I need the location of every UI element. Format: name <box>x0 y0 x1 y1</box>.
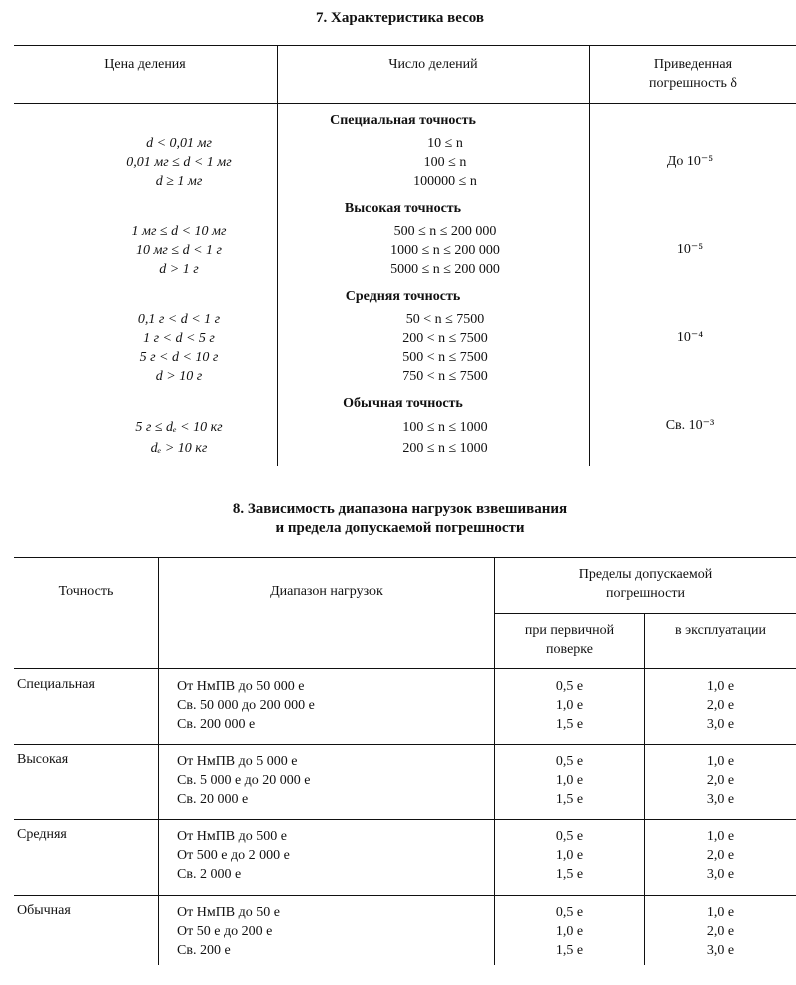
table8-range-cell <box>177 677 315 734</box>
table7-delta: 10⁻⁴ <box>676 330 704 345</box>
table8-subheader-primary-line1: при первичной <box>524 623 615 638</box>
table7-group-name: Средняя точность <box>345 289 461 304</box>
table8-title-line2: и предела допускаемой погрешности <box>275 520 525 536</box>
table8-range-line: Св. 200 e <box>177 943 231 958</box>
table7-header-error-line2: погрешность δ <box>649 76 737 91</box>
table8-header-rule <box>14 668 796 669</box>
table7-n-cell: 500 ≤ n ≤ 200 000 <box>393 224 497 239</box>
table7-group-n <box>345 134 545 191</box>
table8-primary-value: 1,0 e <box>555 698 584 713</box>
table8-primary-cell <box>495 903 644 960</box>
table8-range-cell <box>177 752 311 809</box>
table8-header-limits-line2: погрешности <box>606 586 685 601</box>
table8-operation-value: 3,0 e <box>706 943 735 958</box>
table7-d-cell: 0,1 г < d < 1 г <box>137 312 221 327</box>
table7-n-cell: 100 ≤ n <box>423 155 467 170</box>
table8-header-accuracy: Точность <box>58 584 114 599</box>
table8-operation-value: 1,0 e <box>706 905 735 920</box>
table8-primary-cell <box>495 677 644 734</box>
table8-primary-value: 1,5 e <box>555 867 584 882</box>
table7-delta: До 10⁻⁵ <box>666 154 714 169</box>
table8-primary-value: 1,0 e <box>555 773 584 788</box>
table7-n-cell: 5000 ≤ n ≤ 200 000 <box>390 262 500 277</box>
table7-d-cell: 1 мг ≤ d < 10 мг <box>131 224 227 239</box>
table8-operation-value: 2,0 e <box>706 773 735 788</box>
table8-accuracy-cell: Средняя <box>17 827 67 842</box>
table8-operation-value: 3,0 e <box>706 792 735 807</box>
table8-primary-cell <box>495 752 644 809</box>
table8-title-line1: 8. Зависимость диапазона нагрузок взвешивания <box>232 501 568 517</box>
table8-operation-value: 3,0 e <box>706 717 735 732</box>
table8-range-line: От НмПВ до 500 e <box>177 829 287 844</box>
table8-range-line: От НмПВ до 50 e <box>177 905 280 920</box>
table7-header-error-line1: Приведенная <box>653 57 733 72</box>
table7-n-cell: 50 < n ≤ 7500 <box>405 312 485 327</box>
table7-d-cell: d < 0,01 мг <box>146 136 212 151</box>
table8-primary-value: 1,0 e <box>555 924 584 939</box>
table7-group-n <box>345 222 545 279</box>
table8-operation-value: 1,0 e <box>706 754 735 769</box>
table8-range-line: От 500 e до 2 000 e <box>177 848 290 863</box>
table8-primary-value: 0,5 e <box>555 829 584 844</box>
table7-d-cell: 10 мг ≤ d < 1 г <box>136 243 222 258</box>
table8-operation-value: 3,0 e <box>706 867 735 882</box>
table7-header-count: Число делений <box>388 57 478 72</box>
table8-operation-cell <box>645 752 796 809</box>
table7-group-n <box>345 310 545 386</box>
table7-n-cell: 500 < n ≤ 7500 <box>402 350 488 365</box>
table8-subheader-primary-line2: поверке <box>546 642 593 657</box>
table7-delta: 10⁻⁵ <box>676 242 704 257</box>
table8-operation-value: 1,0 e <box>706 679 735 694</box>
table8-accuracy-cell: Специальная <box>17 677 95 692</box>
table7-d-cell: 0,01 мг ≤ d < 1 мг <box>126 155 232 170</box>
table8-primary-value: 1,5 e <box>555 943 584 958</box>
table7-header-price: Цена деления <box>104 57 186 72</box>
table8-range-line: От НмПВ до 5 000 e <box>177 754 298 769</box>
table7-group-name: Высокая точность <box>344 201 462 216</box>
table8-primary-value: 1,0 e <box>555 848 584 863</box>
table8-group-rule <box>14 895 796 896</box>
table7-n-cell: 100000 ≤ n <box>413 174 477 189</box>
table7-group-name: Специальная точность <box>330 113 476 128</box>
table7-d-cell: 5 г ≤ dₑ < 10 кг <box>135 420 223 435</box>
table8-col-divider-1 <box>158 558 159 965</box>
table7-delta: Св. 10⁻³ <box>665 418 715 433</box>
table7-d-cell: d ≥ 1 мг <box>155 174 203 189</box>
table7-header-rule <box>14 103 796 104</box>
table8-primary-value: 1,5 e <box>555 717 584 732</box>
table8-range-cell <box>177 827 290 884</box>
table8-operation-value: 1,0 e <box>706 829 735 844</box>
table8-primary-value: 1,5 e <box>555 792 584 807</box>
table8-range-line: Св. 2 000 e <box>177 867 242 882</box>
table7-n-cell: 10 ≤ n <box>427 136 463 151</box>
table7-group-d <box>14 222 344 279</box>
table8-operation-cell <box>645 827 796 884</box>
table8-header-range: Диапазон нагрузок <box>270 584 383 599</box>
table7-n-cell: 1000 ≤ n ≤ 200 000 <box>390 243 500 258</box>
table7-d-cell: dₑ > 10 кг <box>150 441 208 456</box>
table8-range-line: От НмПВ до 50 000 e <box>177 679 305 694</box>
table8-accuracy-cell: Обычная <box>17 903 71 918</box>
table7-title: 7. Характеристика весов <box>316 10 484 26</box>
table8-operation-value: 2,0 e <box>706 698 735 713</box>
table8-range-line: Св. 20 000 e <box>177 792 249 807</box>
table8-primary-value: 0,5 e <box>555 754 584 769</box>
table8-operation-value: 2,0 e <box>706 924 735 939</box>
table7-group-d <box>14 417 344 459</box>
table8-operation-cell <box>645 903 796 960</box>
table8-primary-value: 0,5 e <box>555 679 584 694</box>
table7-d-cell: 5 г < d < 10 г <box>139 350 219 365</box>
table7-group-n <box>345 417 545 459</box>
table8-subheader-rule <box>494 613 796 614</box>
table8-range-line: Св. 5 000 e до 20 000 e <box>177 773 311 788</box>
table8-subheader-operation: в эксплуатации <box>675 623 766 638</box>
table7-n-cell: 200 < n ≤ 7500 <box>402 331 488 346</box>
table8-operation-cell <box>645 677 796 734</box>
table8-primary-cell <box>495 827 644 884</box>
table8-range-line: Св. 50 000 до 200 000 e <box>177 698 315 713</box>
table7-n-cell: 200 ≤ n ≤ 1000 <box>402 441 488 456</box>
table8-group-rule <box>14 819 796 820</box>
table8-top-rule <box>14 557 796 558</box>
table8-range-line: Св. 200 000 e <box>177 717 256 732</box>
table7-group-d <box>14 310 344 386</box>
table8-range-cell <box>177 903 280 960</box>
table8-range-line: От 50 e до 200 e <box>177 924 273 939</box>
table8-operation-value: 2,0 e <box>706 848 735 863</box>
table7-group-d <box>14 134 344 191</box>
table7-top-rule <box>14 45 796 46</box>
table7-d-cell: d > 1 г <box>159 262 199 277</box>
table8-header-limits-line1: Пределы допускаемой <box>578 567 713 582</box>
table7-n-cell: 750 < n ≤ 7500 <box>402 369 488 384</box>
table7-d-cell: d > 10 г <box>155 369 203 384</box>
table7-n-cell: 100 ≤ n ≤ 1000 <box>402 420 488 435</box>
table8-group-rule <box>14 744 796 745</box>
table8-primary-value: 0,5 e <box>555 905 584 920</box>
table7-d-cell: 1 г < d < 5 г <box>143 331 215 346</box>
table7-group-name: Обычная точность <box>343 396 463 411</box>
table8-accuracy-cell: Высокая <box>17 752 69 767</box>
